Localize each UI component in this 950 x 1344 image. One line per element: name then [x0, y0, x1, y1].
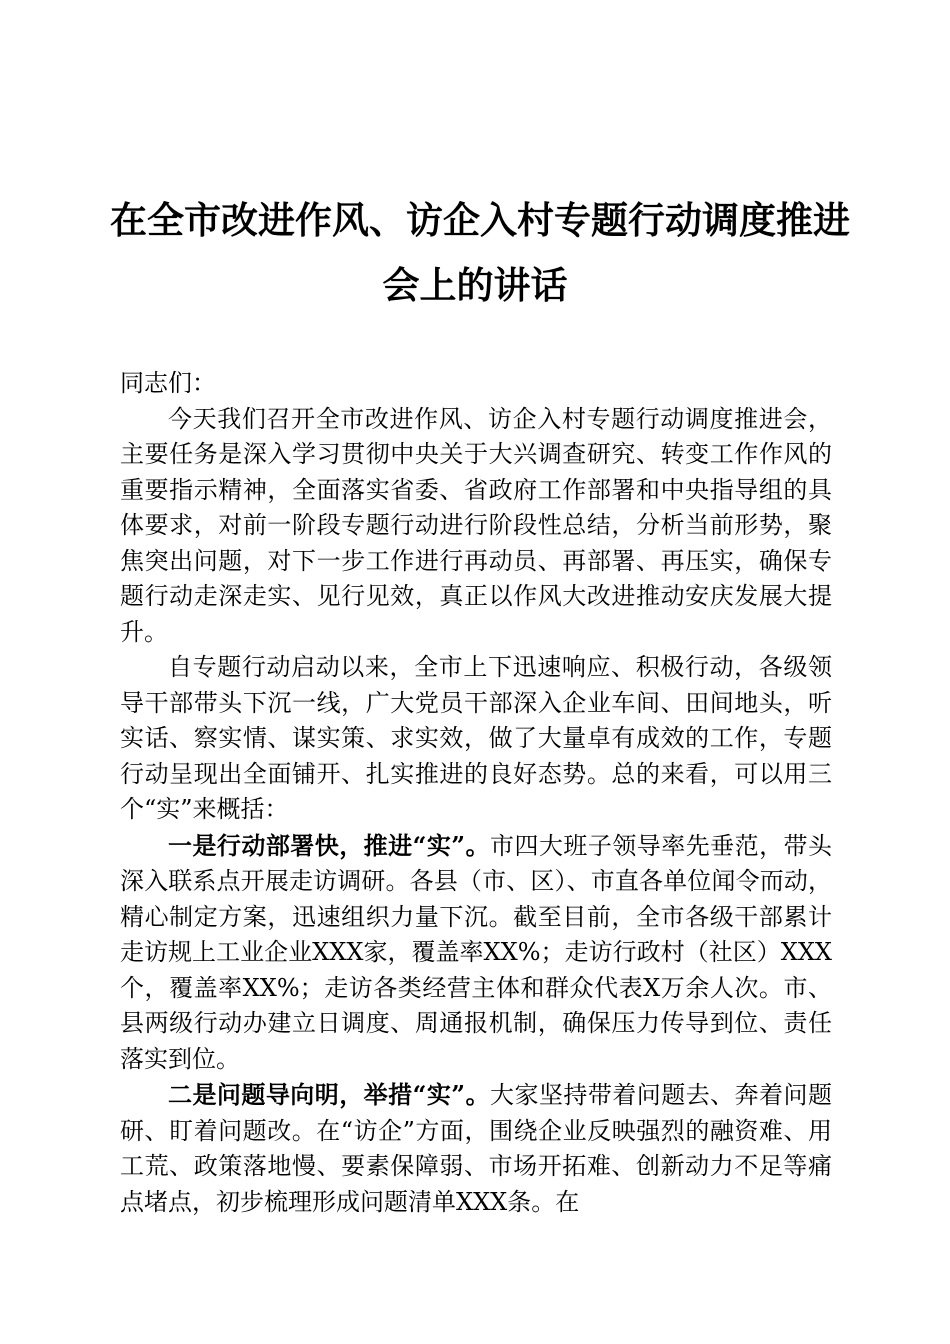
- salutation: 同志们：: [120, 369, 216, 397]
- paragraph-1-text: 今天我们召开全市改进作风、访企入村专题行动调度推进会，主要任务是深入学习贯彻中央关于大兴调查研究、转变工作作风的重要指示精神，全面落实省委、省政府工作部署和中央指导组的具体要求，对前一阶段专题行动进行阶段性总结，分析当前形势，聚焦突出问题，对下一步工作进行再动员、再部署、再压实，确保专题行动走深走实、见行见效，真正以作风大改进推动安庆发展大提升。: [120, 404, 832, 646]
- paragraph-3-text: 市四大班子领导率先垂范，带头深入联系点开展走访调研。各县（市、区）、市直各单位闻令而动，精心制定方案，迅速组织力量下沉。截至目前，全市各级干部累计走访规上工业企业XXX家，覆盖率XX%；走访行政村（社区）XXX个，覆盖率XX%；走访各类经营主体和群众代表X万余人次。市、县两级行动办建立日调度、周通报机制，确保压力传导到位、责任落实到位。: [120, 831, 833, 1073]
- paragraph-4-lead: 二是问题导向明，举措“实”。: [168, 1080, 491, 1109]
- paragraph-4-text: 大家坚持带着问题去、奔着问题研、盯着问题改。在“访企”方面，围绕企业反映强烈的融资难、用工荒、政策落地慢、要素保障弱、市场开拓难、创新动力不足等痛点堵点，初步梳理形成问题清单XXX条。在: [120, 1081, 833, 1216]
- paragraph-3: [120, 828, 832, 1078]
- paragraph-1: [120, 402, 832, 651]
- document-title-line-2: 会上的讲话: [382, 263, 568, 307]
- document-title-line-1: 在全市改进作风、访企入村专题行动调度推进: [110, 198, 850, 242]
- paragraph-4: [120, 1077, 832, 1220]
- document-body: [120, 366, 832, 1220]
- paragraph-2: [120, 650, 832, 828]
- paragraph-2-text: 自专题行动启动以来，全市上下迅速响应、积极行动，各级领导干部带头下沉一线，广大党员干部深入企业车间、田间地头，听实话、察实情、谋实策、求实效，做了大量卓有成效的工作，专题行动呈现出全面铺开、扎实推进的良好态势。总的来看，可以用三个“实”来概括：: [120, 653, 832, 823]
- paragraph-3-lead: 一是行动部署快，推进“实”。: [168, 830, 491, 860]
